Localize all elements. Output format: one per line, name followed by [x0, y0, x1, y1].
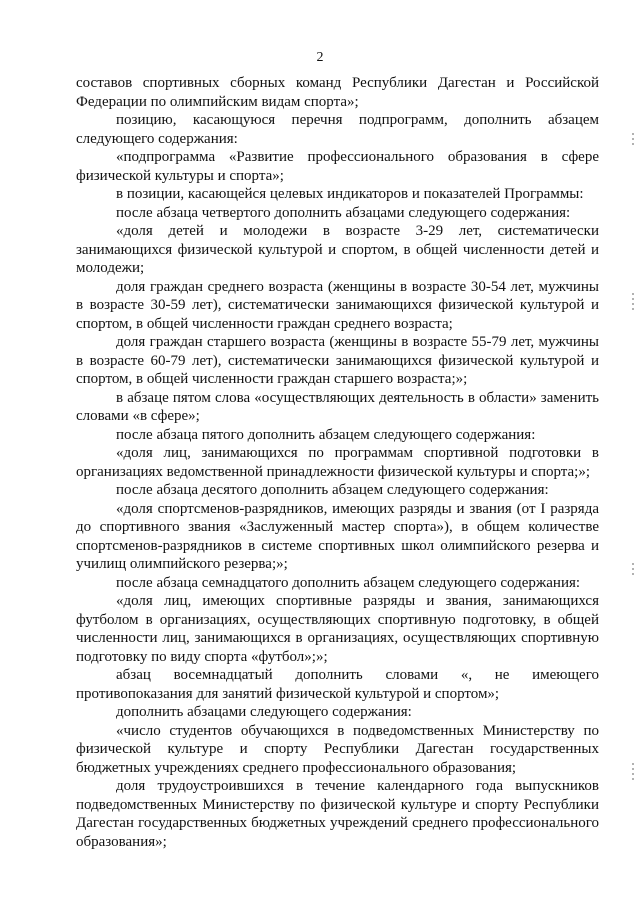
paragraph: после абзаца семнадцатого дополнить абзацем следующего содержания:: [116, 574, 581, 591]
paragraph: в абзаце пятом слова «осуществляющих деятельность в области» заменить словами «в сфере»;: [76, 389, 599, 424]
paragraph: дополнить абзацами следующего содержания:: [116, 704, 412, 720]
paragraph: «доля спортсменов-разрядников, имеющих разряды и звания (от I разряда до спортивного звания «Заслуженный мастер спорта»), в общем количестве спортсменов-разрядников в системе спортивных школ олимпийского резерва и училищ олимпийского резерва;»;: [76, 500, 599, 572]
scan-artifact: [630, 130, 636, 148]
page-number: 2: [316, 50, 324, 65]
paragraph: абзац восемнадцатый дополнить словами «, не имеющего противопоказания для занятий физической культурой и спортом»;: [76, 667, 599, 702]
paragraph: составов спортивных сборных команд Республики Дагестан и Российской Федерации по олимпийским видам спорта»;: [76, 75, 599, 110]
paragraph: «доля лиц, имеющих спортивные разряды и звания, занимающихся футболом в организациях, осуществляющих спортивную подготовку, в общей численности лиц, занимающихся в организациях, осуществляющих спортивную подготовку по виду спорта «футбол»;»;: [76, 593, 599, 665]
scan-artifact: [630, 760, 636, 783]
paragraph: «доля детей и молодежи в возрасте 3-29 лет, систематически занимающихся физической культурой и спортом, в общей численности детей и молодежи;: [76, 223, 599, 276]
scan-artifact: [630, 560, 636, 578]
paragraph: доля граждан среднего возраста (женщины в возрасте 30-54 лет, мужчины в возрасте 30-59 лет), систематически занимающихся физической культурой и спортом, в общей численности граждан среднего возраста;: [76, 278, 599, 332]
paragraph: после абзаца четвертого дополнить абзацами следующего содержания:: [116, 204, 571, 221]
document-body: [76, 74, 599, 851]
paragraph: «подпрограмма «Развитие профессионального образования в сфере физической культуры и спорта»;: [76, 149, 599, 184]
paragraph: в позиции, касающейся целевых индикаторов и показателей Программы:: [116, 186, 584, 202]
paragraph: позицию, касающуюся перечня подпрограмм, дополнить абзацем следующего содержания:: [76, 112, 599, 147]
paragraph: доля граждан старшего возраста (женщины в возрасте 55-79 лет, мужчины в возрасте 60-79 лет), систематически занимающихся физической культурой и спортом, в общей численности граждан старшего возраста;»;: [76, 334, 599, 387]
paragraph: после абзаца десятого дополнить абзацем следующего содержания:: [116, 482, 549, 498]
paragraph: «число студентов обучающихся в подведомственных Министерству по физической культуре и спорту Республики Дагестан государственных бюджетных учреждениях среднего профессионального образования;: [76, 722, 599, 776]
paragraph: после абзаца пятого дополнить абзацем следующего содержания:: [116, 426, 536, 443]
scan-artifact: [630, 290, 636, 313]
paragraph: доля трудоустроившихся в течение календарного года выпускников подведомственных Министерству по физической культуре и спорту Республики Дагестан государственных бюджетных учреждений среднего профессионального образования»;: [76, 778, 599, 850]
paragraph: «доля лиц, занимающихся по программам спортивной подготовки в организациях ведомственной принадлежности физической культуры и спорта;»;: [76, 445, 599, 480]
